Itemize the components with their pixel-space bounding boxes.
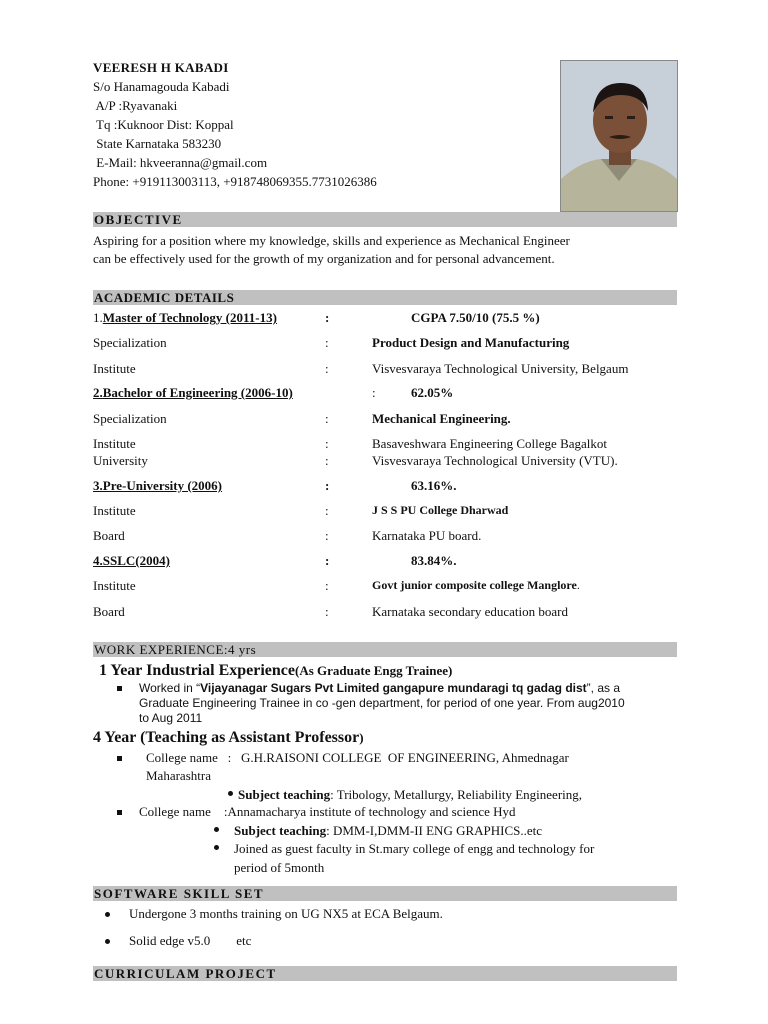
industrial-bullet: Worked in “Vijayanagar Sugars Pvt Limited gangapure mundaragi tq gadag dist”, as a <box>139 681 621 695</box>
bullet-dot-icon <box>214 827 219 832</box>
be-score: 62.05% <box>411 385 454 400</box>
project-heading: CURRICULAM PROJECT <box>93 966 677 981</box>
bullet-dot-icon <box>105 912 110 917</box>
bullet-dot-icon <box>105 939 110 944</box>
colon: : <box>325 310 330 325</box>
pu-score: 63.16%. <box>411 478 457 493</box>
mtech-inst-value: Visvesvaraya Technological University, Belgaum <box>372 361 629 376</box>
inst-label: Institute <box>93 361 136 376</box>
colon: : <box>325 578 329 593</box>
college-1-line-2: Maharashtra <box>146 768 211 783</box>
address-line-2: A/P :Ryavanaki <box>93 98 178 113</box>
colon: : <box>372 385 376 400</box>
industrial-line-2: Graduate Engineering Trainee in co -gen department, for period of one year. From aug2010 <box>139 696 625 710</box>
objective-heading: OBJECTIVE <box>93 212 677 227</box>
sslc-inst-value: Govt junior composite college Manglore <box>372 578 577 592</box>
sslc-score: 83.84%. <box>411 553 457 568</box>
be-inst-value: Basaveshwara Engineering College Bagalkot <box>372 436 608 451</box>
colon: : <box>325 436 329 451</box>
industrial-line-3: to Aug 2011 <box>139 711 203 725</box>
college-2-line: College name :Annamacharya institute of technology and science Hyd <box>139 804 516 819</box>
sslc-board-value: Karnataka secondary education board <box>372 604 568 619</box>
software-heading: SOFTWARE SKILL SET <box>93 886 677 901</box>
be-spec-value: Mechanical Engineering. <box>372 411 511 426</box>
bullet-square-icon <box>117 686 122 691</box>
address-line-1: S/o Hanamagouda Kabadi <box>93 79 230 94</box>
profile-photo <box>560 60 678 212</box>
pu-board-value: Karnataka PU board. <box>372 528 482 543</box>
be-univ-value: Visvesvaraya Technological University (VTU). <box>372 453 618 468</box>
candidate-name: VEERESH H KABADI <box>93 60 229 75</box>
mtech-title: Master of Technology (2011-13) <box>102 310 277 325</box>
mtech-spec-value: Product Design and Manufacturing <box>372 335 570 350</box>
mtech-prefix: 1. <box>93 310 103 325</box>
college-1-line: College name : G.H.RAISONI COLLEGE OF ENGINEERING, Ahmednagar <box>146 750 569 765</box>
inst-label: Institute <box>93 436 136 451</box>
software-item-2: Solid edge v5.0 etc <box>129 933 252 948</box>
subject-2-line: Subject teaching: DMM-I,DMM-II ENG GRAPHICS..etc <box>234 823 543 838</box>
guest-line-2: period of 5month <box>234 860 325 875</box>
academic-heading: ACADEMIC DETAILS <box>93 290 677 305</box>
spec-label: Specialization <box>93 411 167 426</box>
board-label: Board <box>93 604 125 619</box>
software-item-1: Undergone 3 months training on UG NX5 at ECA Belgaum. <box>129 906 443 921</box>
colon: : <box>325 411 329 426</box>
mtech-score: CGPA 7.50/10 (75.5 %) <box>411 310 540 325</box>
work-heading: WORK EXPERIENCE:4 yrs <box>93 642 677 657</box>
bullet-square-icon <box>117 810 122 815</box>
bullet-square-icon <box>117 756 122 761</box>
inst-label: Institute <box>93 503 136 518</box>
colon: : <box>325 528 329 543</box>
spec-label: Specialization <box>93 335 167 350</box>
colon: : <box>325 503 329 518</box>
objective-line-1: Aspiring for a position where my knowledge, skills and experience as Mechanical Engineer <box>93 233 570 248</box>
colon: : <box>325 335 329 350</box>
univ-label: University <box>93 453 148 468</box>
bullet-dot-icon <box>228 791 233 796</box>
colon: : <box>325 553 330 568</box>
colon: : <box>325 478 330 493</box>
inst-label: Institute <box>93 578 136 593</box>
email-line: E-Mail: hkveeranna@gmail.com <box>93 155 268 170</box>
industrial-title: 1 Year Industrial Experience(As Graduate Engg Trainee) <box>99 662 453 679</box>
subject-1-line: Subject teaching: Tribology, Metallurgy, Reliability Engineering, <box>238 787 583 802</box>
bullet-dot-icon <box>214 845 219 850</box>
be-title: 2.Bachelor of Engineering (2006-10) <box>93 385 293 400</box>
board-label: Board <box>93 528 125 543</box>
colon: : <box>325 453 329 468</box>
teaching-title: 4 Year (Teaching as Assistant Professor) <box>93 729 364 746</box>
objective-line-2: can be effectively used for the growth of my organization and for personal advancement. <box>93 251 555 266</box>
colon: : <box>325 361 329 376</box>
sslc-inst-period: . <box>576 578 580 592</box>
sslc-title: 4.SSLC(2004) <box>93 553 170 568</box>
phone-line: Phone: +919113003113, +918748069355.7731026386 <box>93 174 377 189</box>
address-line-4: State Karnataka 583230 <box>93 136 222 151</box>
colon: : <box>325 604 329 619</box>
pu-inst-value: J S S PU College Dharwad <box>372 503 509 517</box>
guest-line-1: Joined as guest faculty in St.mary college of engg and technology for <box>234 841 595 856</box>
address-line-3: Tq :Kuknoor Dist: Koppal <box>93 117 234 132</box>
pu-title: 3.Pre-University (2006) <box>93 478 223 493</box>
